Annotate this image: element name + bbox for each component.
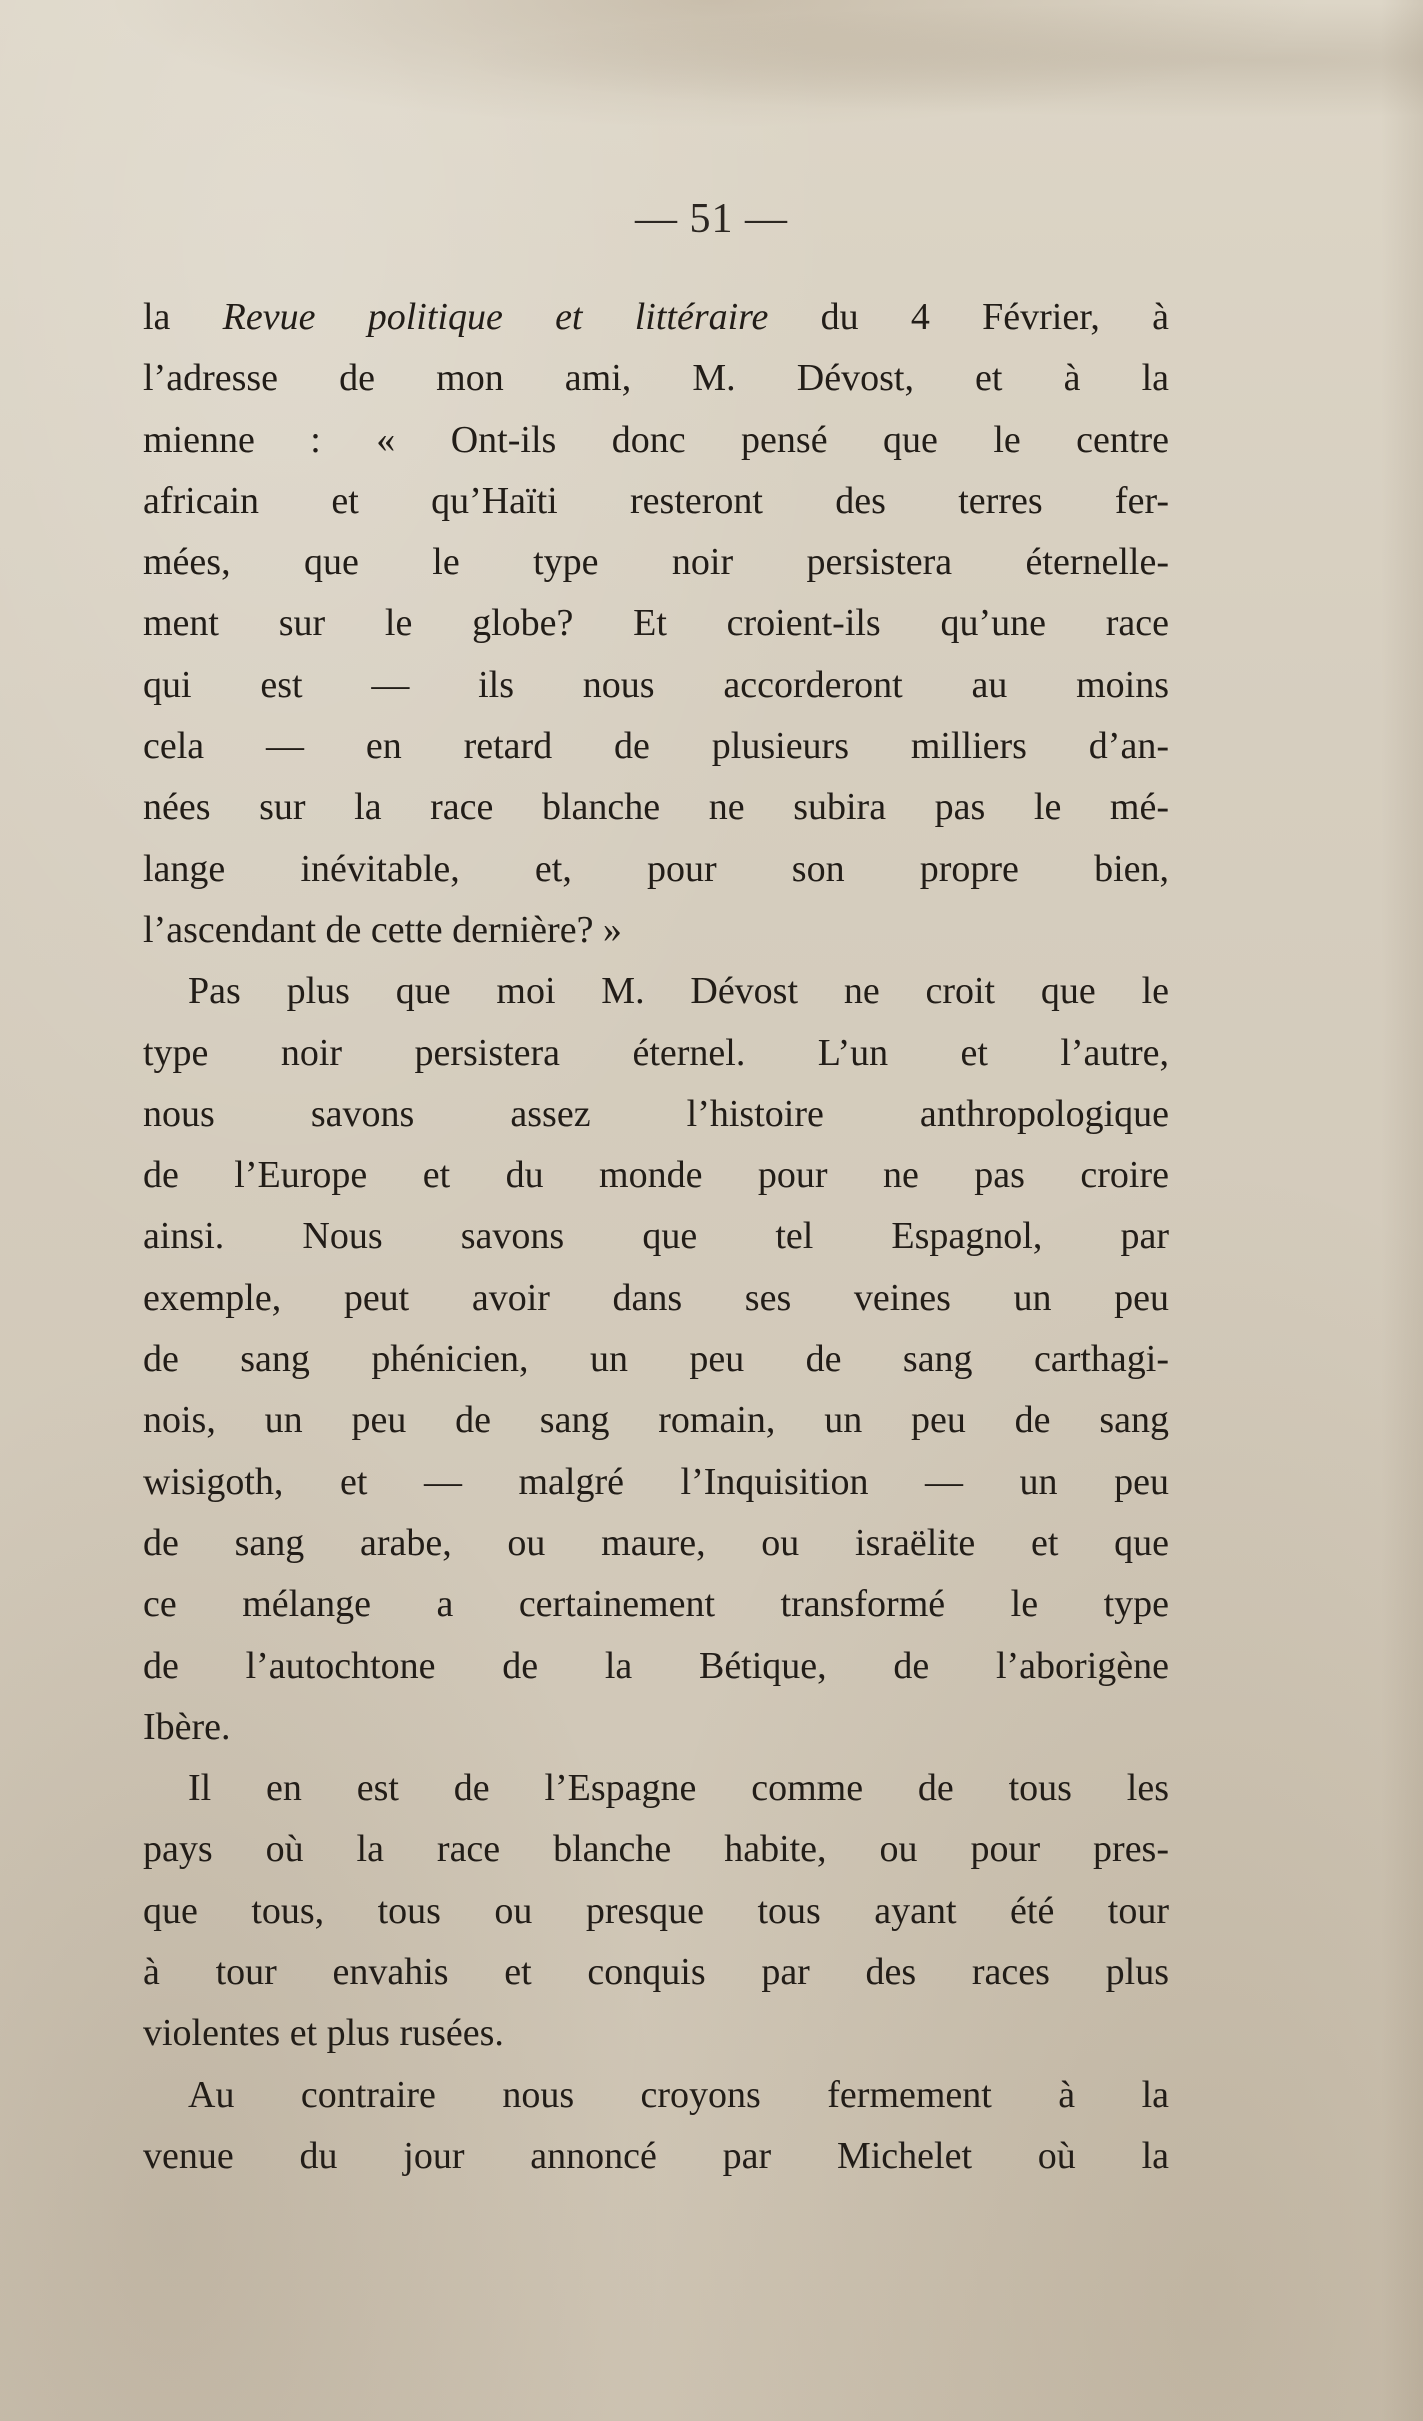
text-line: nées sur la race blanche ne subira pas le mé- [143, 786, 1169, 829]
text-line: de sang phénicien, un peu de sang carthagi- [143, 1338, 1169, 1381]
body-text [143, 287, 1169, 2187]
paragraph-start-line: Il en est de l’Espagne comme de tous les [188, 1767, 1169, 1810]
text-line: ce mélange a certainement transformé le type [143, 1583, 1169, 1626]
text-line: mées, que le type noir persistera éternelle- [143, 541, 1169, 584]
text-line: africain et qu’Haïti resteront des terres fer- [143, 479, 1169, 522]
text-line: type noir persistera éternel. L’un et l’autre, [143, 1031, 1169, 1074]
text-line: l’adresse de mon ami, M. Dévost, et à la [143, 357, 1169, 400]
text-line: wisigoth, et — malgré l’Inquisition — un peu [143, 1460, 1169, 1503]
text-line: nous savons assez l’histoire anthropologique [143, 1092, 1169, 1135]
text-line: de sang arabe, ou maure, ou israëlite et que [143, 1521, 1169, 1564]
paragraph-start-line: Pas plus que moi M. Dévost ne croit que le [188, 970, 1169, 1013]
top-water-stain [0, 0, 1423, 150]
page-edge-shadow [1381, 0, 1423, 2421]
text-line-end: du 4 Février, à [768, 296, 1169, 338]
text-line: pays où la race blanche habite, ou pour pres- [143, 1828, 1169, 1871]
text-line: mienne : « Ont-ils donc pensé que le centre [143, 418, 1169, 461]
text-line: qui est — ils nous accorderont au moins [143, 663, 1169, 706]
text-line: Ibère. [143, 1705, 231, 1748]
text-line: de l’Europe et du monde pour ne pas croire [143, 1154, 1169, 1197]
text-line [143, 287, 1169, 348]
text-line: nois, un peu de sang romain, un peu de sang [143, 1399, 1169, 1442]
page-number: — 51 — [635, 196, 788, 242]
text-line: ment sur le globe? Et croient-ils qu’une race [143, 602, 1169, 645]
text-line: exemple, peut avoir dans ses veines un peu [143, 1276, 1169, 1319]
text-line: ainsi. Nous savons que tel Espagnol, par [143, 1215, 1169, 1258]
text-line: à tour envahis et conquis par des races plus [143, 1951, 1169, 1994]
journal-title: Revue politique et littéraire [222, 296, 769, 338]
text-line: venue du jour annoncé par Michelet où la [143, 2134, 1169, 2177]
text-line: cela — en retard de plusieurs milliers d’an- [143, 725, 1169, 768]
text-line-start: la [143, 296, 223, 338]
text-line: lange inévitable, et, pour son propre bien, [143, 847, 1169, 890]
text-line: que tous, tous ou presque tous ayant été tour [143, 1889, 1169, 1932]
text-line: l’ascendant de cette dernière? » [143, 908, 622, 951]
text-line: violentes et plus rusées. [143, 2012, 504, 2055]
text-line: de l’autochtone de la Bétique, de l’aborigène [143, 1644, 1169, 1687]
paragraph-start-line: Au contraire nous croyons fermement à la [188, 2073, 1169, 2116]
